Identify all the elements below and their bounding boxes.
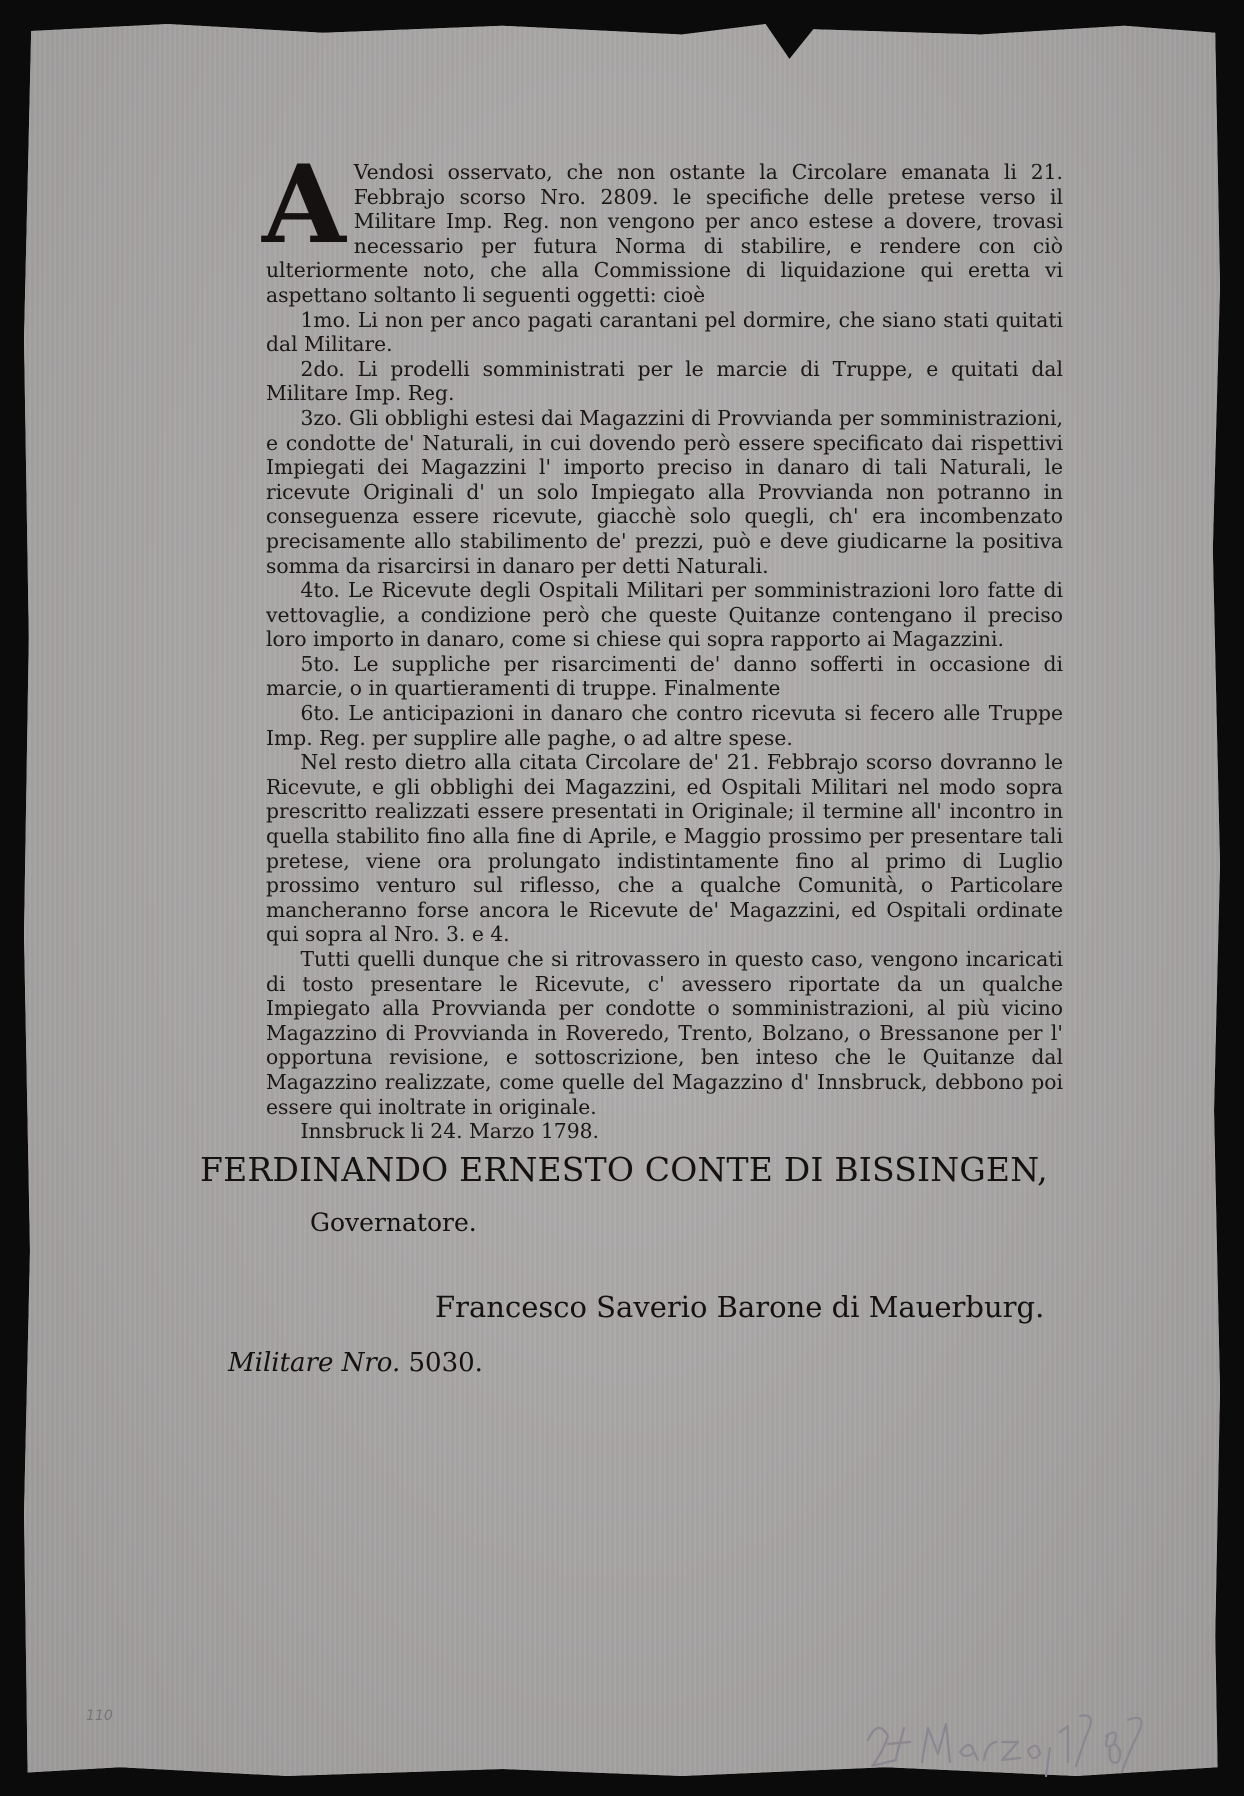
pencil-page-number: 110 — [86, 1708, 113, 1724]
item-3: 3zo. Gli obblighi estesi dai Magazzini di Provvianda per somministrazioni, e condotte de' Naturali, in cui dovendo però essere specificato dai rispettivi Impiegati dei Magazzini l' importo preciso in danaro di tali Naturali, le ricevute Originali d' un solo Impiegato alla Provvianda non potranno in conseguenza essere ricevute, giacchè solo quegli, ch' era incombenzato precisamente allo stabilimento de' prezzi, può e deve giudicarne la positiva somma da risarcirsi in danaro per detti Naturali. — [266, 405, 1063, 578]
handwritten-date-mark — [860, 1670, 1160, 1780]
drop-cap: A — [262, 142, 346, 268]
document-body — [262, 142, 1063, 1144]
item-5: 5to. Le suppliche per risarcimenti de' danno sofferti in occasione di marcie, o in quartieramenti di truppe. Finalmente — [266, 651, 1063, 701]
item-1: 1mo. Li non per anco pagati carantani pel dormire, che siano stati quitati dal Militare. — [266, 307, 1063, 357]
governor-signature: FERDINANDO ERNESTO CONTE DI BISSINGEN, — [200, 1150, 1048, 1189]
footer-label: Militare Nro. — [228, 1348, 401, 1378]
instructions-paragraph: Tutti quelli dunque che si ritrovassero in questo caso, vengono incaricati di tosto presentare le Ricevute, c' avessero riportate da un qualche Impiegato alla Provvianda per condotte o somministrazioni, al più vicino Magazzino di Provvianda in Roveredo, Trento, Bolzano, o Bressanone per l' opportuna revisione, e sottoscrizione, ben inteso che le Quitanze dal Magazzino realizzate, come quelle del Magazzino d' Innsbruck, debbono poi essere qui inoltrate in originale. — [266, 947, 1063, 1119]
remainder-paragraph: Nel resto dietro alla citata Circolare de' 21. Febbrajo scorso dovranno le Ricevute, e gli obblighi dei Magazzini, ed Ospitali Militari nel modo sopra prescritto realizzati essere presentati in Originale; il termine all' incontro in quella stabilito fino alla fine di Aprile, e Maggio prossimo per presentare tali pretese, viene ora prolungato indistintamente fino al primo di Luglio prossimo venturo sul riflesso, che a qualche Comunità, o Particolare mancheranno forse ancora le Ricevute de' Magazzini, ed Ospitali ordinate qui sopra al Nro. 3. e 4. — [266, 750, 1063, 947]
intro-text: Vendosi osservato, che non ostante la Circolare emanata li 21. Febbrajo scorso Nro. 2809. le specifiche delle pretese verso il Militare Imp. Reg. non vengono per anco estese a dovere, trovasi necessario per futura Norma di stabilire, e rendere con ciò ulteriormente noto, che alla Commissione di liquidazione qui eretta vi aspettano soltanto li seguenti oggetti: cioè — [266, 160, 1063, 307]
secondary-signature: Francesco Saverio Barone di Mauerburg. — [435, 1290, 1045, 1324]
item-4: 4to. Le Ricevute degli Ospitali Militari per somministrazioni loro fatte di vettovaglie, a condizione però che queste Quitanze contengano il preciso loro importo in danaro, come si chiese qui sopra rapporto ai Magazzini. — [266, 578, 1063, 652]
date-line: Innsbruck li 24. Marzo 1798. — [300, 1119, 599, 1144]
governor-title: Governatore. — [310, 1208, 477, 1237]
footer-number: 5030. — [408, 1348, 483, 1378]
footer-reference — [228, 1348, 483, 1378]
intro-paragraph — [262, 142, 1063, 308]
item-2: 2do. Li prodelli somministrati per le marcie di Truppe, e quitati dal Militare Imp. Reg. — [266, 356, 1063, 406]
item-6: 6to. Le anticipazioni in danaro che contro ricevuta si fecero alle Truppe Imp. Reg. per supplire alle paghe, o ad altre spese. — [266, 701, 1063, 750]
